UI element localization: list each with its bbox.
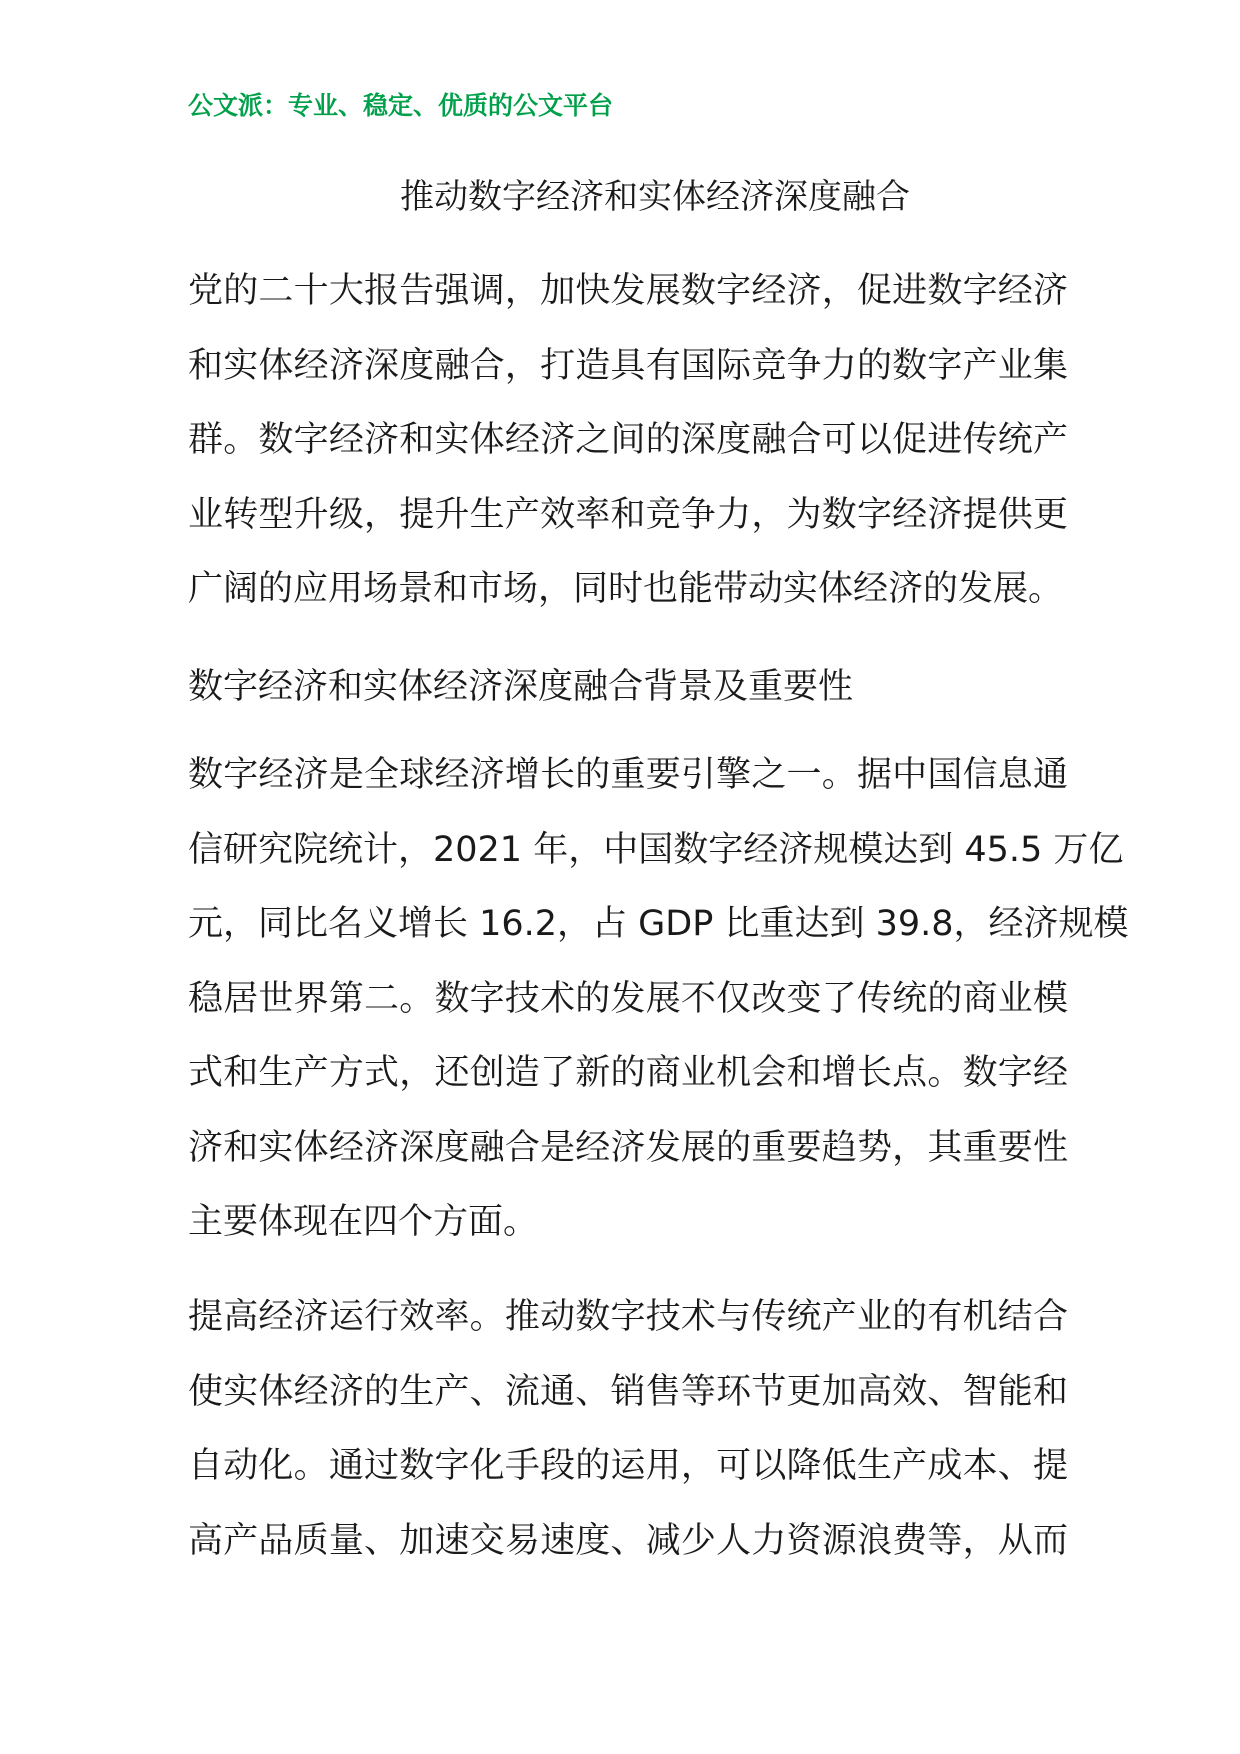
paragraph-line: 和实体经济深度融合，打造具有国际竞争力的数字产业集 <box>188 345 1068 386</box>
paragraph-line: 高产品质量、加速交易速度、减少人力资源浪费等，从而 <box>188 1520 1068 1561</box>
paragraph-line: 使实体经济的生产、流通、销售等环节更加高效、智能和 <box>188 1371 1068 1412</box>
paragraph-intro <box>188 254 1068 627</box>
paragraph-line: 元，同比名义增长 16.2，占 GDP 比重达到 39.8，经济规模 <box>188 904 1129 944</box>
paragraph-line: 自动化。通过数字化手段的运用，可以降低生产成本、提 <box>188 1446 1068 1486</box>
paragraph-line: 群。数字经济和实体经济之间的深度融合可以促进传统产 <box>188 420 1068 460</box>
paragraph-line: 稳居世界第二。数字技术的发展不仅改变了传统的商业模 <box>188 978 1068 1019</box>
paragraph-background <box>188 738 1129 1260</box>
paragraph-line: 党的二十大报告强调，加快发展数字经济，促进数字经济 <box>188 271 1068 311</box>
section-heading-text: 数字经济和实体经济深度融合背景及重要性 <box>188 667 854 707</box>
paragraph-line: 济和实体经济深度融合是经济发展的重要趋势，其重要性 <box>188 1127 1068 1168</box>
paragraph-line: 信研究院统计，2021 年，中国数字经济规模达到 45.5 万亿 <box>188 829 1124 870</box>
paragraph-line: 主要体现在四个方面。 <box>188 1202 539 1242</box>
brand-header: 公文派：专业、稳定、优质的公文平台 <box>188 91 614 120</box>
paragraph-line: 业转型升级，提升生产效率和竞争力，为数字经济提供更 <box>188 494 1068 535</box>
paragraph-efficiency <box>188 1280 1068 1578</box>
document-title: 推动数字经济和实体经济深度融合 <box>400 177 910 217</box>
paragraph-line: 式和生产方式，还创造了新的商业机会和增长点。数字经 <box>188 1053 1068 1093</box>
section-heading <box>188 650 1068 725</box>
paragraph-line: 提高经济运行效率。推动数字技术与传统产业的有机结合 <box>188 1297 1068 1337</box>
paragraph-line: 数字经济是全球经济增长的重要引擎之一。据中国信息通 <box>188 755 1068 795</box>
paragraph-line: 广阔的应用场景和市场，同时也能带动实体经济的发展。 <box>188 569 1064 609</box>
